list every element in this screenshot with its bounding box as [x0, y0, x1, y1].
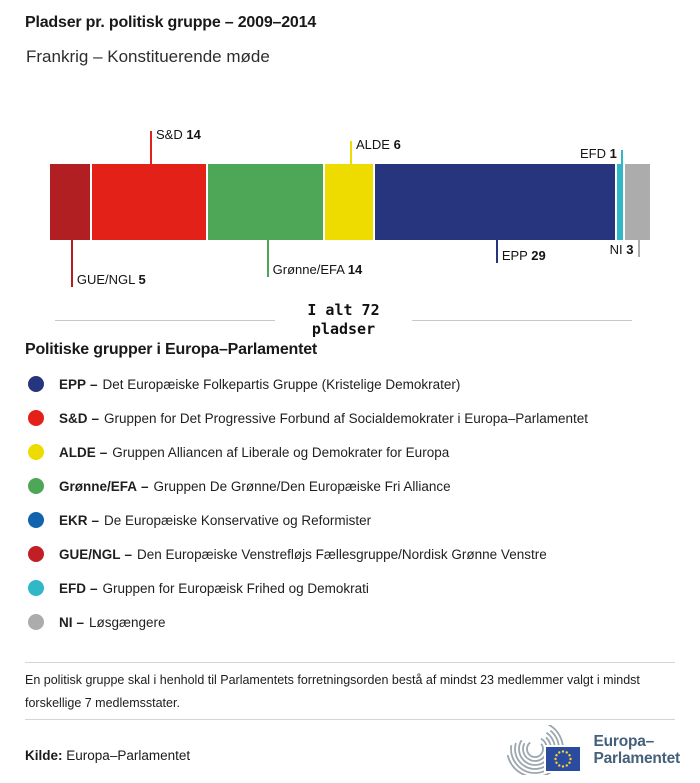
total-seats-label: I alt 72 pladser	[307, 301, 380, 338]
legend-desc: Det Europæiske Folkepartis Gruppe (Kristelige Demokrater)	[102, 376, 461, 392]
callout-tick-efd	[621, 150, 623, 164]
legend-color-dot	[28, 580, 44, 596]
legend-item-groenne-efa: Grønne/EFA – Gruppen De Grønne/Den Europæiske Fri Alliance	[25, 469, 680, 503]
divider-line-right	[412, 320, 632, 321]
legend-color-dot	[28, 410, 44, 426]
divider-line-left	[55, 320, 275, 321]
total-seats-row	[55, 301, 632, 339]
callout-label-gue-ngl: GUE/NGL 5	[76, 272, 146, 287]
legend-item-sd: S&D – Gruppen for Det Progressive Forbund af Socialdemokrater i Europa–Parlamentet	[25, 401, 680, 435]
source-value: Europa–Parlamentet	[66, 748, 191, 763]
legend-desc: Gruppen De Grønne/Den Europæiske Fri Alliance	[153, 478, 451, 494]
legend-desc: Den Europæiske Venstrefløjs Fællesgruppe/Nordisk Grønne Venstre	[137, 546, 547, 562]
legend-desc: Gruppen for Europæisk Frihed og Demokrati	[102, 580, 369, 596]
footnote: En politisk gruppe skal i henhold til Parlamentets forretningsorden bestå af mindst 23 medlemmer valgt i mindst forskellige 7 medlemsstater.	[25, 673, 640, 710]
source-label: Kilde:	[25, 748, 63, 763]
page-subtitle: Frankrig – Konstituerende møde	[26, 47, 270, 66]
legend-abbr: ALDE	[59, 444, 96, 460]
callout-label-gr-nne-efa: Grønne/EFA 14	[272, 262, 363, 277]
european-parliament-logo	[504, 725, 680, 775]
legend-heading: Politiske grupper i Europa–Parlamentet	[25, 341, 318, 358]
legend-item-ni: NI – Løsgængere	[25, 605, 680, 639]
callout-tick-ni	[638, 240, 640, 257]
legend-desc: Gruppen Alliancen af Liberale og Demokrater for Europa	[112, 444, 450, 460]
legend-color-dot	[28, 478, 44, 494]
eu-flag	[545, 746, 581, 772]
callout-label-s-d: S&D 14	[156, 127, 201, 142]
legend-item-efd: EFD – Gruppen for Europæisk Frihed og Demokrati	[25, 571, 680, 605]
callout-label-ni: NI 3	[609, 242, 634, 257]
callout-tick-alde	[350, 141, 352, 164]
legend-abbr: S&D	[59, 410, 88, 426]
stacked-bar	[50, 164, 650, 240]
legend-item-gue-ngl: GUE/NGL – Den Europæiske Venstrefløjs Fællesgruppe/Nordisk Grønne Venstre	[25, 537, 680, 571]
logo-wordmark: Europa– Parlamentet	[593, 733, 680, 767]
legend-color-dot	[28, 512, 44, 528]
legend-item-alde: ALDE – Gruppen Alliancen af Liberale og Demokrater for Europa	[25, 435, 680, 469]
bar-segment-epp	[375, 164, 617, 240]
bar-segment-s-d	[92, 164, 209, 240]
legend-abbr: EPP	[59, 376, 87, 392]
bar-segment-gr-nne-efa	[208, 164, 325, 240]
legend-abbr: Grønne/EFA	[59, 478, 138, 494]
bar-segment-ni	[625, 164, 650, 240]
legend-color-dot	[28, 376, 44, 392]
callout-tick-s-d	[150, 131, 152, 164]
legend-color-dot	[28, 546, 44, 562]
bar-segment-alde	[325, 164, 375, 240]
legend	[25, 367, 680, 639]
callout-label-alde: ALDE 6	[356, 137, 401, 152]
legend-abbr: NI	[59, 614, 73, 630]
divider-top	[25, 662, 675, 663]
callout-tick-gr-nne-efa	[267, 240, 269, 277]
legend-desc: Løsgængere	[89, 614, 166, 630]
legend-item-ekr: EKR – De Europæiske Konservative og Reformister	[25, 503, 680, 537]
legend-item-epp: EPP – Det Europæiske Folkepartis Gruppe (Kristelige Demokrater)	[25, 367, 680, 401]
bar-segment-gue-ngl	[50, 164, 92, 240]
bar-segment-efd	[617, 164, 625, 240]
page-title: Pladser pr. politisk gruppe – 2009–2014	[25, 14, 317, 31]
legend-abbr: EFD	[59, 580, 86, 596]
ep-hemicycle-icon	[504, 725, 586, 775]
source-line	[25, 748, 190, 763]
callout-label-efd: EFD 1	[579, 146, 617, 161]
seats-chart	[0, 0, 700, 300]
legend-desc: De Europæiske Konservative og Reformister	[104, 512, 372, 528]
callout-tick-epp	[496, 240, 498, 263]
legend-abbr: EKR	[59, 512, 88, 528]
callout-label-epp: EPP 29	[501, 248, 546, 263]
legend-color-dot	[28, 444, 44, 460]
divider-bottom	[25, 719, 675, 720]
legend-desc: Gruppen for Det Progressive Forbund af Socialdemokrater i Europa–Parlamentet	[104, 410, 589, 426]
legend-abbr: GUE/NGL	[59, 546, 121, 562]
callout-tick-gue-ngl	[71, 240, 73, 287]
legend-color-dot	[28, 614, 44, 630]
